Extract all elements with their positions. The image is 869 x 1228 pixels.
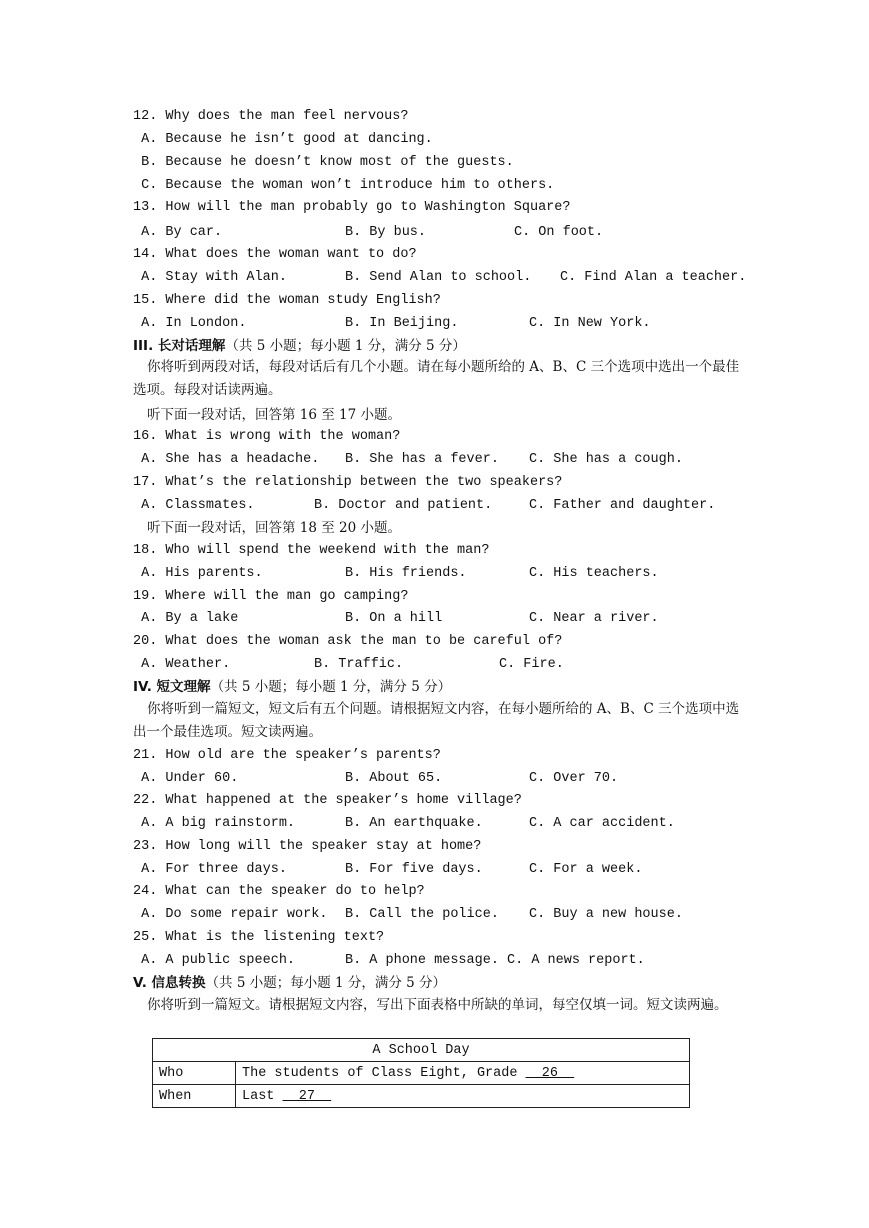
question-19: 19. Where will the man go camping? bbox=[133, 589, 409, 604]
section-4-intro: 你将听到一篇短文，短文后有五个问题。请根据短文内容，在每小题所给的 A、B、C 三个选项中选出一个最佳选项。短文读两遍。 bbox=[133, 701, 740, 740]
option-15a: A. In London. bbox=[133, 316, 247, 331]
blank-27[interactable]: 27 bbox=[282, 1088, 332, 1104]
section-3-note: （共 5 小题；每小题 1 分，满分 5 分） bbox=[225, 338, 466, 354]
option-17b: B. Doctor and patient. bbox=[314, 498, 493, 513]
question-23: 23. How long will the speaker stay at home? bbox=[133, 839, 482, 854]
option-12c: C. Because the woman won’t introduce him to others. bbox=[133, 178, 555, 193]
question-22: 22. What happened at the speaker’s home village? bbox=[133, 793, 522, 808]
option-17c: C. Father and daughter. bbox=[529, 498, 716, 513]
question-12: 12. Why does the man feel nervous? bbox=[133, 109, 409, 124]
option-23b: B. For five days. bbox=[345, 862, 483, 877]
table-title: A School Day bbox=[153, 1039, 690, 1062]
row-label-when: When bbox=[153, 1085, 236, 1108]
option-20a: A. Weather. bbox=[133, 657, 231, 672]
option-12a: A. Because he isn’t good at dancing. bbox=[133, 132, 433, 147]
option-22c: C. A car accident. bbox=[529, 816, 675, 831]
section-4-heading bbox=[133, 678, 451, 696]
section-3-title: III. 长对话理解 bbox=[133, 338, 226, 354]
question-13: 13. How will the man probably go to Washington Square? bbox=[133, 200, 571, 215]
row-value-when bbox=[236, 1085, 690, 1108]
option-16c: C. She has a cough. bbox=[529, 452, 683, 467]
option-19b: B. On a hill bbox=[345, 611, 443, 626]
option-14b: B. Send Alan to school. bbox=[345, 270, 532, 285]
option-15b: B. In Beijing. bbox=[345, 316, 459, 331]
table-row bbox=[153, 1085, 690, 1108]
row-text-when: Last bbox=[242, 1088, 283, 1104]
blank-26[interactable]: 26 bbox=[525, 1065, 575, 1081]
option-22a: A. A big rainstorm. bbox=[133, 816, 296, 831]
option-24b: B. Call the police. bbox=[345, 907, 499, 922]
option-16b: B. She has a fever. bbox=[345, 452, 499, 467]
option-18b: B. His friends. bbox=[345, 566, 467, 581]
option-23c: C. For a week. bbox=[529, 862, 643, 877]
option-25bc: B. A phone message. C. A news report. bbox=[345, 953, 645, 968]
option-13c: C. On foot. bbox=[514, 225, 604, 240]
question-14: 14. What does the woman want to do? bbox=[133, 247, 417, 262]
question-21: 21. How old are the speaker’s parents? bbox=[133, 748, 441, 763]
section-3-intro: 你将听到两段对话，每段对话后有几个小题。请在每小题所给的 A、B、C 三个选项中选出一个最佳选项。每段对话读两遍。 bbox=[133, 359, 740, 398]
section-5-note: （共 5 小题；每小题 1 分，满分 5 分） bbox=[205, 975, 447, 991]
option-12b: B. Because he doesn’t know most of the guests. bbox=[133, 155, 514, 170]
question-17: 17. What’s the relationship between the two speakers? bbox=[133, 475, 563, 490]
option-16a: A. She has a headache. bbox=[133, 452, 320, 467]
row-label-who: Who bbox=[153, 1062, 236, 1085]
section-3-sub2: 听下面一段对话，回答第 18 至 20 小题。 bbox=[147, 520, 402, 536]
section-5-intro: 你将听到一篇短文。请根据短文内容，写出下面表格中所缺的单词，每空仅填一词。短文读两遍。 bbox=[147, 997, 728, 1013]
table-row bbox=[153, 1062, 690, 1085]
option-24a: A. Do some repair work. bbox=[133, 907, 328, 922]
section-5-title: V. 信息转换 bbox=[133, 975, 206, 991]
option-15c: C. In New York. bbox=[529, 316, 651, 331]
option-14a: A. Stay with Alan. bbox=[133, 270, 287, 285]
option-24c: C. Buy a new house. bbox=[529, 907, 683, 922]
option-21c: C. Over 70. bbox=[529, 771, 619, 786]
row-text-who: The students of Class Eight, Grade bbox=[242, 1065, 526, 1081]
section-3-heading bbox=[133, 337, 466, 355]
section-5-heading bbox=[133, 974, 446, 992]
table-title-row bbox=[153, 1039, 690, 1062]
question-15: 15. Where did the woman study English? bbox=[133, 293, 441, 308]
question-18: 18. Who will spend the weekend with the man? bbox=[133, 543, 490, 558]
option-18a: A. His parents. bbox=[133, 566, 263, 581]
option-14c: C. Find Alan a teacher. bbox=[560, 270, 747, 285]
option-20b: B. Traffic. bbox=[314, 657, 404, 672]
option-21a: A. Under 60. bbox=[133, 771, 239, 786]
row-value-who bbox=[236, 1062, 690, 1085]
question-20: 20. What does the woman ask the man to be careful of? bbox=[133, 634, 563, 649]
option-22b: B. An earthquake. bbox=[345, 816, 483, 831]
section-4-note: （共 5 小题；每小题 1 分，满分 5 分） bbox=[210, 679, 452, 695]
section-4-title: IV. 短文理解 bbox=[133, 679, 211, 695]
info-table bbox=[152, 1038, 690, 1108]
option-19a: A. By a lake bbox=[133, 611, 239, 626]
option-19c: C. Near a river. bbox=[529, 611, 659, 626]
question-16: 16. What is wrong with the woman? bbox=[133, 429, 401, 444]
option-17a: A. Classmates. bbox=[133, 498, 255, 513]
option-13b: B. By bus. bbox=[345, 225, 427, 240]
option-21b: B. About 65. bbox=[345, 771, 443, 786]
question-25: 25. What is the listening text? bbox=[133, 930, 385, 945]
option-25a: A. A public speech. bbox=[133, 953, 296, 968]
question-24: 24. What can the speaker do to help? bbox=[133, 884, 425, 899]
section-3-sub1: 听下面一段对话，回答第 16 至 17 小题。 bbox=[147, 407, 402, 423]
option-18c: C. His teachers. bbox=[529, 566, 659, 581]
option-20c: C. Fire. bbox=[499, 657, 564, 672]
option-23a: A. For three days. bbox=[133, 862, 287, 877]
option-13a: A. By car. bbox=[133, 225, 223, 240]
